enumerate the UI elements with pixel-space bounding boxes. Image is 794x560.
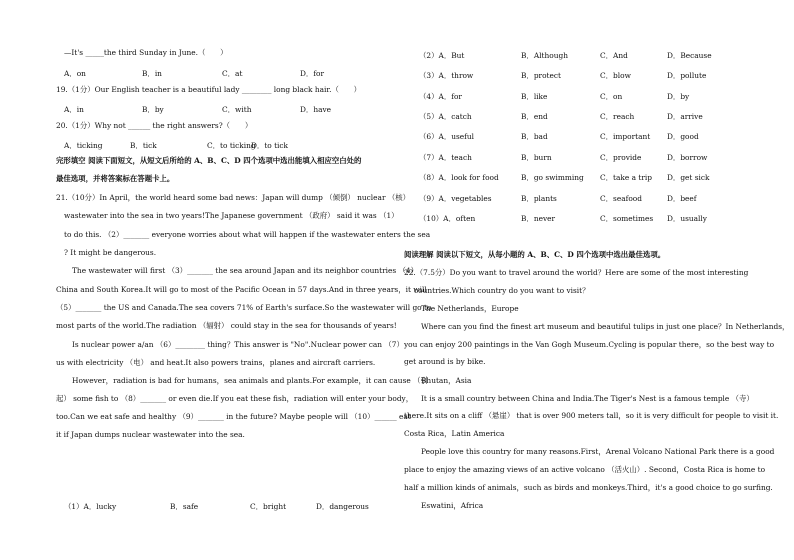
passage-line: countries.Which country do you want to visit？ bbox=[414, 286, 590, 295]
option-a: （3）A．throw bbox=[419, 71, 474, 80]
option-a: A．on bbox=[64, 69, 86, 78]
option-b: B．plants bbox=[521, 194, 557, 203]
option-c: C．seafood bbox=[600, 194, 642, 203]
question-22-stem: 22.（7.5分）Do you want to travel around the world？Here are some of the most interesting bbox=[404, 268, 749, 277]
q1-option-b: B．safe bbox=[170, 502, 199, 511]
option-b: B．bad bbox=[521, 132, 548, 141]
section-heading-costa-rica: Costa Rica，Latin America bbox=[404, 429, 505, 438]
passage-line: too.Can we eat safe and healthy （9）_______ in the future? Maybe people will （10）______ eat bbox=[56, 412, 411, 421]
option-b: B．in bbox=[142, 69, 162, 78]
passage-line: wastewater into the sea in two years!The Japanese government （政府） said it was （1） bbox=[64, 211, 399, 220]
option-b: B．by bbox=[142, 105, 164, 114]
section-heading-bhutan: Bhutan，Asia bbox=[421, 376, 472, 385]
question-19-stem: 19.（1分）Our English teacher is a beautiful lady ________ long black hair.（ ） bbox=[56, 85, 362, 94]
passage-line: Where can you find the finest art museum and beautiful tulips in just one place？In Netherlands， bbox=[421, 322, 790, 331]
option-d: D．borrow bbox=[667, 153, 708, 162]
option-a: （2）A．But bbox=[419, 51, 465, 60]
reading-instructions: 阅读理解 阅读以下短文，从每小题的 A、B、C、D 四个选项中选出最佳选项。 bbox=[404, 250, 666, 259]
option-c: C．on bbox=[600, 92, 623, 101]
option-c: C．reach bbox=[600, 112, 635, 121]
passage-line: However，radiation is bad for humans，sea animals and plants.For example，it can cause （引 bbox=[72, 376, 428, 385]
passage-line: us with electricity （电） and heat.It also powers trains，planes and aircraft carriers. bbox=[56, 358, 376, 367]
option-c: C．take a trip bbox=[600, 173, 652, 182]
cloze-instructions: 完形填空 阅读下面短文，从短文后所给的 A、B、C、D 四个选项中选出能填入相应空白处的 bbox=[56, 156, 362, 165]
option-d: D．have bbox=[300, 105, 332, 114]
option-c: C．at bbox=[222, 69, 243, 78]
q1-option-c: C．bright bbox=[250, 502, 287, 511]
option-d: D．Because bbox=[667, 51, 712, 60]
option-c: C．to ticking bbox=[207, 141, 256, 150]
question-20-stem: 20.（1分）Why not ______ the right answers?（ ） bbox=[56, 121, 253, 130]
passage-line: It is a small country between China and India.The Tiger's Nest is a famous temple （寺） bbox=[421, 394, 754, 403]
option-b: B．like bbox=[521, 92, 548, 101]
option-c: C．blow bbox=[600, 71, 631, 80]
section-heading-netherlands: The Netherlands，Europe bbox=[421, 304, 519, 313]
option-a: （9）A．vegetables bbox=[419, 194, 492, 203]
passage-line: to do this. （2）_______ everyone worries about what will happen if the wastewater enters the sea bbox=[64, 230, 431, 239]
passage-line: （5）_______ the US and Canada.The sea covers 71% of Earth's surface.So the wastewater will go to bbox=[56, 303, 432, 312]
passage-line: The wastewater will first （3）_______ the sea around Japan and its neighbor countries （4） bbox=[72, 266, 419, 275]
passage-line: 21.（10分）In April，the world heard some bad news：Japan will dump （倾倒） nuclear （核） bbox=[56, 193, 411, 202]
option-a: （10）A．often bbox=[419, 214, 476, 223]
option-d: D．usually bbox=[667, 214, 707, 223]
q1-option-d: D．dangerous bbox=[316, 502, 369, 511]
option-d: D．arrive bbox=[667, 112, 703, 121]
option-d: D．pollute bbox=[667, 71, 707, 80]
option-c: C．And bbox=[600, 51, 628, 60]
option-b: B．burn bbox=[521, 153, 552, 162]
passage-line: 起） some fish to （8）_______ or even die.If you eat these fish，radiation will enter your body， bbox=[56, 394, 414, 403]
passage-line: it if Japan dumps nuclear wastewater into the sea. bbox=[56, 430, 245, 439]
passage-line: half a million kinds of animals，such as birds and monkeys.Third，it's a good choice to go surfing. bbox=[404, 483, 773, 492]
cloze-instructions-cont: 最佳选项，并将答案标在答题卡上。 bbox=[56, 174, 175, 183]
option-b: B．Although bbox=[521, 51, 568, 60]
option-a: A．in bbox=[64, 105, 84, 114]
option-d: D．to tick bbox=[251, 141, 289, 150]
passage-line: Is nuclear power a/an （6）________ thing？This answer is "No".Nuclear power can （7） bbox=[72, 340, 404, 349]
option-b: B．never bbox=[521, 214, 556, 223]
option-d: D．for bbox=[300, 69, 325, 78]
option-b: B．end bbox=[521, 112, 548, 121]
passage-line: get around is by bike. bbox=[404, 357, 486, 366]
option-d: D．by bbox=[667, 92, 690, 101]
option-a: A．ticking bbox=[64, 141, 103, 150]
option-b: B．go swimming bbox=[521, 173, 584, 182]
passage-line: most parts of the world.The radiation （辐射） could stay in the sea for thousands of years! bbox=[56, 321, 397, 330]
section-heading-eswatini: Eswatini，Africa bbox=[421, 501, 484, 510]
passage-line: place to enjoy the amazing views of an active volcano （活火山）. Second，Costa Rica is home to bbox=[404, 465, 766, 474]
option-a: （7）A．teach bbox=[419, 153, 472, 162]
option-a: （8）A．look for food bbox=[419, 173, 499, 182]
option-d: D．beef bbox=[667, 194, 697, 203]
q1-option-a: （1）A．lucky bbox=[64, 502, 117, 511]
option-c: C．provide bbox=[600, 153, 642, 162]
option-b: B．tick bbox=[130, 141, 157, 150]
option-c: C．important bbox=[600, 132, 651, 141]
option-c: C．sometimes bbox=[600, 214, 654, 223]
passage-line: ? It might be dangerous. bbox=[64, 248, 157, 257]
option-d: D．good bbox=[667, 132, 699, 141]
passage-line: you can enjoy 200 paintings in the Van Gogh Museum.Cycling is popular there，so the best way to bbox=[404, 340, 775, 349]
passage-line: China and South Korea.It will go to most of the Pacific Ocean in 57 days.And in three years，it will bbox=[56, 285, 427, 294]
option-a: （4）A．for bbox=[419, 92, 462, 101]
question-18-stem: —It's _____the third Sunday in June.（ ） bbox=[64, 48, 228, 57]
option-c: C．with bbox=[222, 105, 252, 114]
passage-line: there.It sits on a cliff （悬崖） that is over 900 meters tall，so it is very difficult for people to visit it. bbox=[404, 411, 779, 420]
option-a: （6）A．useful bbox=[419, 132, 474, 141]
passage-line: People love this country for many reasons.First，Arenal Volcano National Park there is a good bbox=[421, 447, 775, 456]
option-a: （5）A．catch bbox=[419, 112, 472, 121]
option-d: D．get sick bbox=[667, 173, 710, 182]
option-b: B．protect bbox=[521, 71, 561, 80]
